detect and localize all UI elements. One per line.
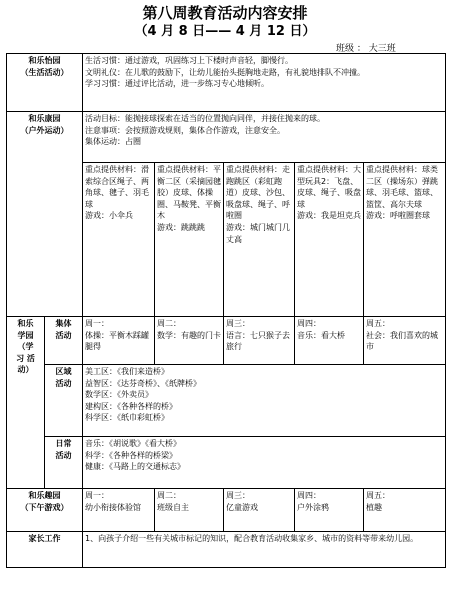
daily-line: 健康：《马路上的交通标志》 <box>85 462 185 472</box>
group-day-cell: 周四： 音乐：看大桥 <box>295 317 364 365</box>
group-day-cell: 周二： 数学：有趣的门卡 <box>155 317 224 365</box>
outdoor-intro <box>83 112 446 163</box>
class-label: 班级 ： 大三班 <box>336 44 396 54</box>
outdoor-column: 重点提供材料：大型玩具2：飞盘、皮球、绳子、吸盘球 游戏：我是坦克兵 <box>295 163 364 317</box>
life-study-habit: 学习习惯：通过评比活动，进一步练习专心地倾听。 <box>85 79 269 89</box>
afternoon-row <box>7 489 446 532</box>
study-group-row <box>7 317 446 365</box>
group-day-cell: 周五： 社会：我们喜欢的城市 <box>364 317 446 365</box>
parents-label: 家长工作 <box>7 532 83 568</box>
daily-activity-label: 日常 活动 <box>45 437 83 489</box>
daily-activity-content <box>83 437 446 489</box>
study-area-row <box>7 365 446 437</box>
parents-content: 1、向孩子介绍一些有关城市标记的知识，配合教育活动收集家乡、城市的资料等带来幼儿园。 <box>83 532 446 568</box>
area-line: 科学区：《纸巾彩虹桥》 <box>85 413 169 423</box>
daily-line: 科学：《各种各样的桥梁》 <box>85 450 177 460</box>
outdoor-goal: 活动目标：能抛接球探索在适当的位置抛向同伴，并接住抛来的球。 <box>85 114 325 123</box>
afternoon-day-cell: 周四： 户外涂鸦 <box>295 489 364 532</box>
outdoor-column: 重点提供材料：平衡二区（采摘园毽胶）皮球、体操圈、马鞍凳、平衡木 游戏：跳跳跳 <box>155 163 224 317</box>
page-title: 第八周教育活动内容安排 <box>142 4 308 22</box>
outdoor-group: 集体运动：占圈 <box>85 137 141 147</box>
outdoor-column: 重点提供材料：球类二区（操场东）弹跳球、羽毛球、篮球、篮筐、高尔夫球 游戏：呼啦圈套球 <box>364 163 446 317</box>
outdoor-column: 重点提供材料：滑索综合区绳子、两角球、毽子、羽毛球 游戏：小伞兵 <box>83 163 155 317</box>
afternoon-day-cell: 周一： 幼小衔接体验馆 <box>83 489 155 532</box>
area-activity-content <box>83 365 446 437</box>
area-line: 美工区：《我们来造桥》 <box>85 367 169 376</box>
schedule-table <box>6 53 446 568</box>
daily-line: 音乐：《胡说歌》《看大桥》 <box>85 439 181 448</box>
area-activity-label: 区域 活动 <box>45 365 83 437</box>
afternoon-label: 和乐趣园 （下午游戏） <box>7 489 83 532</box>
group-day-cell: 周三： 语言：七只猴子去旅行 <box>224 317 295 365</box>
group-activity-label: 集体 活动 <box>45 317 83 365</box>
date-range: （4 月 8 日—— 4 月 12 日） <box>134 24 316 39</box>
afternoon-day-cell: 周二： 班级自主 <box>155 489 224 532</box>
outdoor-column: 重点提供材料：走跑跳区（彩虹跑道）皮球、沙包、吸盘球、绳子、呼啦圈 游戏：城门城门几丈高 <box>224 163 295 317</box>
outdoor-notice: 注意事项：会按照游戏规则，集体合作游戏，注意安全。 <box>85 125 285 135</box>
outdoor-label: 和乐康园 （户外运动） <box>7 112 83 317</box>
life-habit: 生活习惯：通过游戏，巩固练习上下楼时声音轻，脚慢行。 <box>85 56 293 65</box>
afternoon-day-cell: 周三： 亿童游戏 <box>224 489 295 532</box>
life-etiquette: 文明礼仪：在儿歌的鼓励下，让幼儿能抬头挺胸地走路，有礼貌地排队不冲撞。 <box>85 67 365 77</box>
area-line: 益智区：《达芬奇桥》、《纸牌桥》 <box>85 378 201 388</box>
parents-row <box>7 532 446 568</box>
study-label: 和乐 学园 （学 习 活 动） <box>7 317 45 489</box>
group-day-cell: 周一： 体操：平衡木踩罐腿得 <box>83 317 155 365</box>
area-line: 建构区：《各种各样的桥》 <box>85 401 177 411</box>
area-line: 数学区：《外卖员》 <box>85 390 153 400</box>
afternoon-day-cell: 周五： 植趣 <box>364 489 446 532</box>
study-daily-row <box>7 437 446 489</box>
life-label: 和乐怡园 （生活活动） <box>7 54 83 112</box>
life-content <box>83 54 446 112</box>
life-row <box>7 54 446 112</box>
outdoor-row <box>7 112 446 163</box>
